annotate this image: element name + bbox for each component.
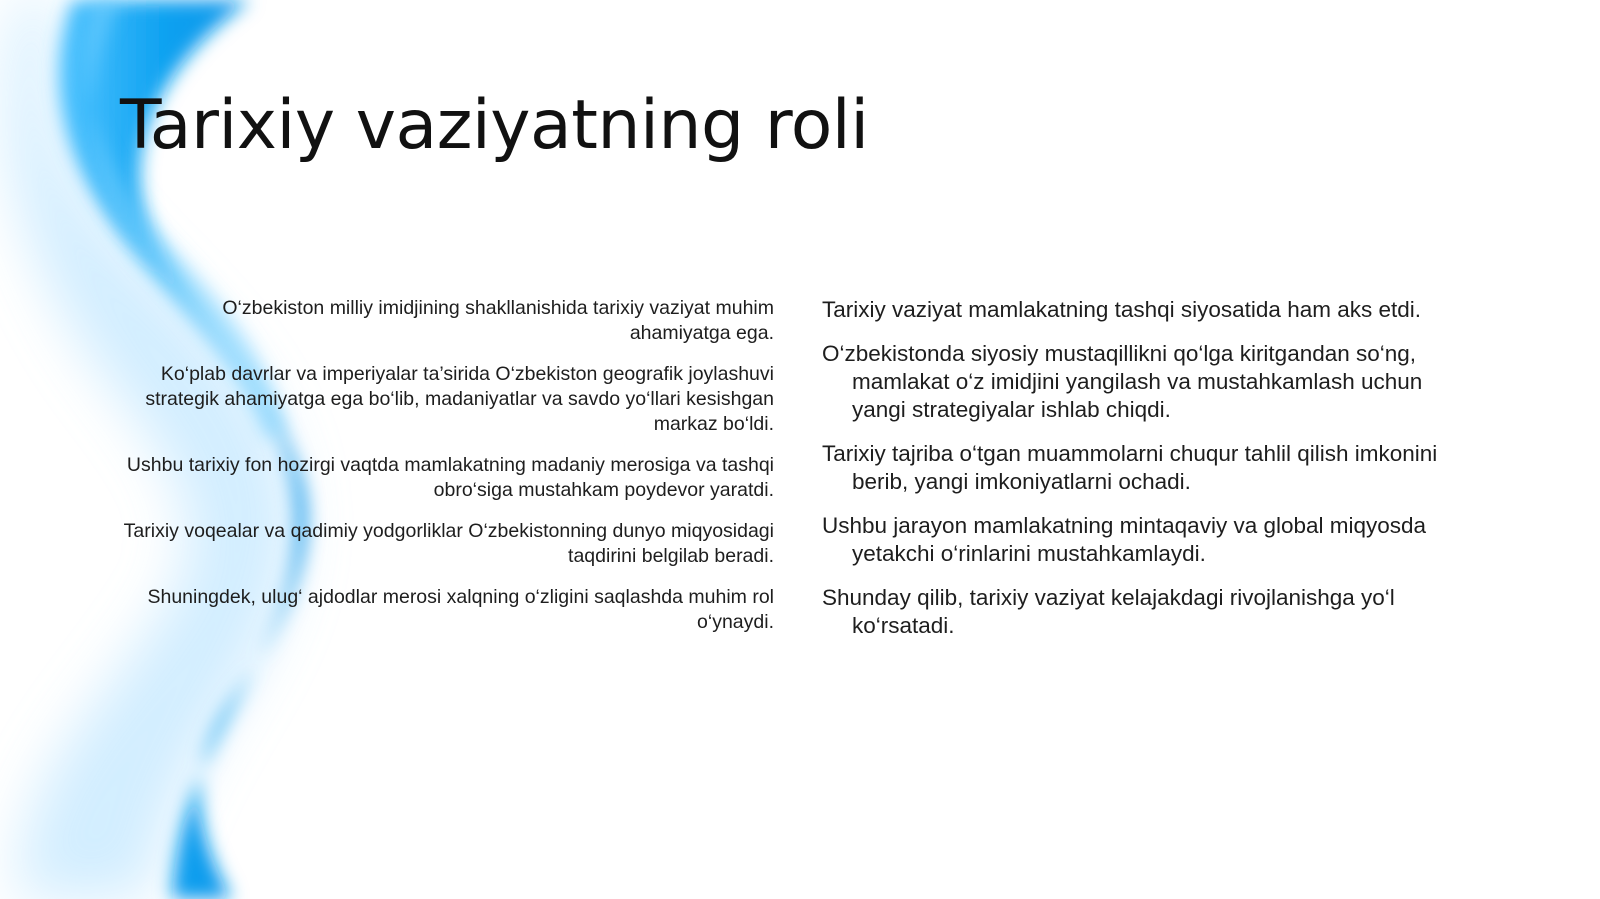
right-paragraph: Tarixiy tajriba o‘tgan muammolarni chuqur tahlil qilish imkonini berib, yangi imkoniyatlarni ochadi. — [822, 441, 1438, 494]
left-paragraph: Shuningdek, ulug‘ ajdodlar merosi xalqning o‘zligini saqlashda muhim rol o‘ynaydi. — [147, 586, 774, 633]
left-paragraph: Ushbu tarixiy fon hozirgi vaqtda mamlakatning madaniy merosiga va tashqi obro‘siga mustahkam poydevor yaratdi. — [126, 454, 774, 501]
right-text-column — [822, 296, 1482, 656]
left-paragraph: Tarixiy voqealar va qadimiy yodgorliklar O‘zbekistonning dunyo miqyosidagi taqdirini belgilab beradi. — [123, 520, 774, 567]
right-paragraph: Tarixiy vaziyat mamlakatning tashqi siyosatida ham aks etdi. — [822, 297, 1422, 322]
left-text-column — [120, 296, 774, 651]
left-paragraph: O‘zbekiston milliy imidjining shakllanishida tarixiy vaziyat muhim ahamiyatga ega. — [222, 297, 774, 344]
right-paragraph: Ushbu jarayon mamlakatning mintaqaviy va global miqyosda yetakchi o‘rinlarini mustahkamlaydi. — [822, 513, 1427, 566]
slide-title: Tarixiy vaziyatning roli — [120, 86, 869, 165]
left-paragraph: Ko‘plab davrlar va imperiyalar ta’sirida O‘zbekiston geografik joylashuvi strategik ahamiyatga ega bo‘lib, madaniyatlar va savdo yo‘llari kesishgan markaz bo‘ldi. — [145, 363, 774, 435]
right-paragraph: O‘zbekistonda siyosiy mustaqillikni qo‘lga kiritgandan so‘ng, mamlakat o‘z imidjini yangilash va mustahkamlash uchun yangi strategiyalar ishlab chiqdi. — [822, 341, 1423, 422]
right-paragraph: Shunday qilib, tarixiy vaziyat kelajakdagi rivojlanishga yo‘l ko‘rsatadi. — [822, 585, 1395, 638]
